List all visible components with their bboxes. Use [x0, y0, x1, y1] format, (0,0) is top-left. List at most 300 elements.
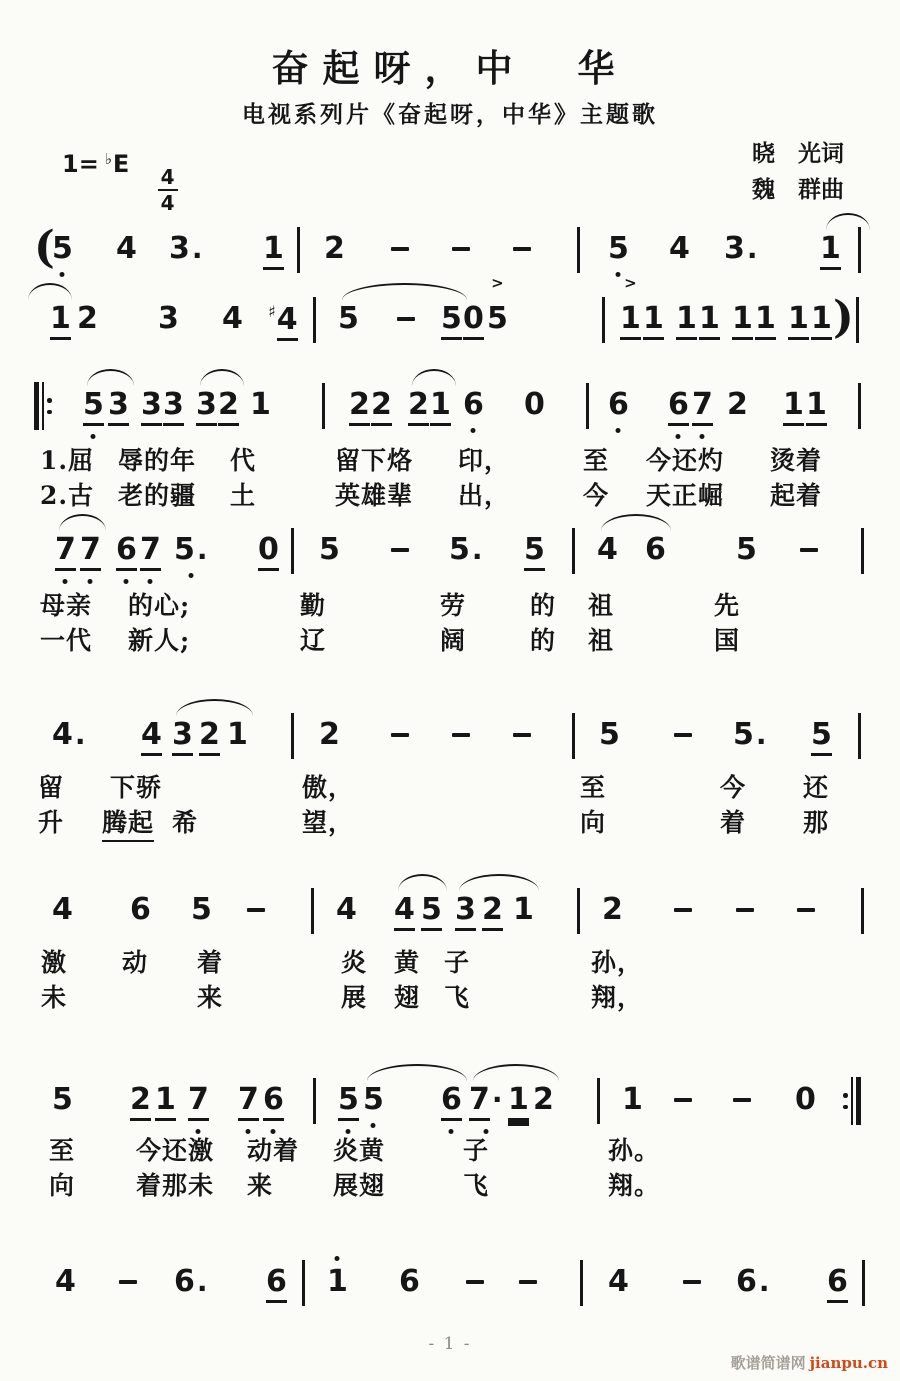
- note-digit: 3: [455, 893, 476, 931]
- duration-dash: [391, 733, 409, 737]
- low-octave-dot: [63, 579, 68, 584]
- augmentation-dot: .: [758, 1265, 770, 1298]
- lyric-segment-v2: 祖: [588, 626, 615, 655]
- note-digit: 5: [363, 1082, 384, 1117]
- note: [692, 388, 713, 426]
- note: [727, 388, 748, 422]
- note-digit: 5: [608, 231, 629, 266]
- note-digit: 1: [820, 232, 841, 270]
- note: [83, 388, 104, 426]
- note: [736, 533, 757, 567]
- barline: [580, 1260, 583, 1306]
- lyric-segment-v1: 炎: [341, 948, 368, 977]
- note: [199, 718, 220, 756]
- note-digit: 2: [533, 1082, 554, 1117]
- barline: [861, 528, 864, 574]
- note-digit: 1: [643, 302, 664, 340]
- duration-dash: [452, 247, 470, 251]
- lyric-segment-v2: 翔，: [591, 983, 644, 1012]
- low-octave-dot: [700, 434, 705, 439]
- note: [608, 1265, 629, 1299]
- low-octave-dot: [188, 573, 193, 578]
- note: [324, 232, 345, 266]
- note: [430, 388, 451, 426]
- time-signature-numerator: 4: [158, 166, 178, 191]
- lyric-segment-v1: 黄: [394, 948, 421, 977]
- note-digit: 5: [191, 892, 212, 927]
- note-digit: 1: [699, 302, 720, 340]
- note: [732, 302, 753, 340]
- lyric-segment-v1: 至: [583, 446, 610, 475]
- note: [227, 718, 248, 752]
- music-line-3: [0, 388, 900, 428]
- lyric-segment-v1: 留: [38, 773, 65, 802]
- barline: [858, 383, 861, 429]
- note-digit: 7: [55, 533, 76, 571]
- note: [50, 302, 71, 340]
- note: [55, 1265, 76, 1299]
- note-digit: 1: [620, 302, 641, 340]
- rest-note: [258, 533, 279, 571]
- note-digit: 6: [645, 532, 666, 567]
- note-digit: 3: [169, 231, 190, 266]
- lyric-segment-v2: 向: [49, 1171, 76, 1200]
- note: [238, 1083, 259, 1121]
- flat-accidental-icon: ♭: [104, 150, 112, 168]
- note-digit: 5: [449, 532, 470, 567]
- key-letter: E: [112, 150, 130, 178]
- repeat-dots: [47, 398, 52, 414]
- duration-dash: [397, 317, 415, 321]
- note: [80, 533, 101, 571]
- note-digit: 4: [608, 1264, 629, 1299]
- duration-dash: [683, 1280, 701, 1284]
- phrase-parenthesis: (: [34, 222, 55, 273]
- note-digit: 6: [668, 388, 689, 426]
- rest-note: [795, 1083, 816, 1117]
- note-digit: 7: [692, 388, 713, 426]
- slur-arc: [176, 699, 253, 716]
- note-digit: 6: [266, 1265, 287, 1303]
- sharp-icon: ♯: [268, 302, 276, 321]
- duration-dash: [452, 733, 470, 737]
- note-digit: 1: [755, 302, 776, 340]
- watermark-site-url[interactable]: jianpu.cn: [809, 1354, 888, 1372]
- slur-arc: [87, 369, 134, 386]
- lyric-segment-v2: 那: [803, 808, 830, 837]
- note: [668, 388, 689, 426]
- note-digit: 2: [199, 718, 220, 756]
- lyric-segment-v1: 母亲: [40, 591, 93, 620]
- note: [327, 1265, 348, 1299]
- note: [724, 232, 758, 266]
- note-digit: 2: [349, 388, 370, 426]
- note-digit: 1: [250, 387, 271, 422]
- duration-dash: [733, 1098, 751, 1102]
- note: [263, 232, 284, 270]
- rest-note: [463, 302, 484, 340]
- lyric-segment-v2: 未: [41, 983, 68, 1012]
- note-digit: 6: [608, 387, 629, 422]
- note: [699, 302, 720, 340]
- music-line-6: [0, 893, 900, 933]
- lyric-segment-v2: 着那未: [136, 1171, 215, 1200]
- lyric-segment-v1: 勤: [300, 591, 327, 620]
- note: [469, 1083, 503, 1121]
- note: [441, 1083, 462, 1121]
- note: [250, 388, 271, 422]
- note-digit: 4: [669, 231, 690, 266]
- note-digit: 6: [441, 1083, 462, 1121]
- note: [524, 533, 545, 571]
- note-digit: 1: [783, 388, 804, 426]
- note: [508, 1083, 529, 1121]
- note-digit: 1: [732, 302, 753, 340]
- note: [755, 302, 776, 340]
- song-subtitle: 电视系列片《奋起呀，中华》主题歌: [242, 101, 658, 128]
- note: [268, 302, 298, 341]
- lyric-segment-v1: 着: [197, 948, 224, 977]
- note-digit: 6: [174, 1264, 195, 1299]
- note-digit: 0: [258, 533, 279, 571]
- note-digit: 2: [130, 1083, 151, 1121]
- lyric-segment-v2: 向: [580, 808, 607, 837]
- note-digit: 7: [140, 533, 161, 571]
- note-digit: 4: [52, 892, 73, 927]
- repeat-bar: [34, 382, 39, 430]
- low-octave-dot: [124, 579, 129, 584]
- repeat-bar: [856, 1077, 861, 1125]
- note-digit: 4: [336, 892, 357, 927]
- note: [371, 388, 392, 426]
- note-digit: 7: [188, 1083, 209, 1121]
- note-digit: 1: [263, 232, 284, 270]
- low-octave-dot: [471, 428, 476, 433]
- note-digit: 4: [55, 1264, 76, 1299]
- low-octave-dot: [91, 434, 96, 439]
- note-digit: 5: [736, 532, 757, 567]
- duration-dash: [247, 908, 265, 912]
- phrase-parenthesis: ): [833, 292, 854, 343]
- lyric-segment-v2: 展: [341, 983, 368, 1012]
- note: [191, 893, 212, 927]
- note-digit: 1: [430, 388, 451, 426]
- low-octave-dot: [449, 1129, 454, 1134]
- note-digit: 7: [80, 533, 101, 571]
- lyric-segment-v1: 先: [714, 591, 741, 620]
- repeat-close-sign: [843, 1077, 861, 1125]
- note: [463, 388, 484, 422]
- note-digit: 5: [441, 302, 462, 340]
- note-digit: 4: [222, 301, 243, 336]
- note: [827, 1265, 848, 1303]
- lyric-segment-v2: 腾起: [102, 803, 154, 842]
- note-digit: 4: [141, 718, 162, 756]
- note-digit: 2: [482, 893, 503, 931]
- note: [811, 718, 832, 756]
- slur-arc: [342, 283, 467, 300]
- lyric-segment-v1: 炎黄: [333, 1136, 386, 1165]
- note: [116, 533, 137, 571]
- note-digit: 2: [324, 231, 345, 266]
- augmentation-dot: .: [755, 718, 767, 751]
- duration-dash: [519, 1280, 537, 1284]
- note-digit: 1: [155, 1083, 176, 1121]
- page-number: - 1 -: [428, 1334, 472, 1354]
- barline: [291, 713, 294, 759]
- lyric-segment-v1: 还: [803, 773, 830, 802]
- augmentation-dot: .: [196, 533, 208, 566]
- note: [174, 1265, 208, 1299]
- note: [349, 388, 370, 426]
- note-digit: 5: [52, 231, 73, 266]
- barline: [577, 888, 580, 934]
- note: [52, 718, 86, 752]
- note: [820, 232, 841, 270]
- lyric-segment-v1: 的: [530, 591, 557, 620]
- note-digit: 5: [599, 717, 620, 752]
- repeat-bar: [851, 1077, 853, 1125]
- lyric-segment-v2: 翅: [394, 983, 421, 1012]
- lyric-segment-v2: 天正崛: [646, 481, 725, 510]
- note: [108, 388, 129, 426]
- lyric-segment-v2: 来: [247, 1171, 274, 1200]
- key-prefix: 1=: [62, 150, 99, 178]
- slur-arc: [473, 1064, 559, 1081]
- note: [141, 388, 162, 426]
- song-title: 奋起呀，中 华: [271, 46, 629, 90]
- lyric-segment-v2: 出，: [458, 481, 511, 510]
- note-digit: 1: [50, 302, 71, 340]
- duration-dash: [674, 1098, 692, 1102]
- duration-dash: [674, 733, 692, 737]
- note-digit: 5: [83, 388, 104, 426]
- barline: [856, 297, 859, 343]
- lyric-segment-v1: 孙，: [591, 948, 644, 977]
- note: [172, 718, 193, 756]
- note: [645, 533, 666, 567]
- lyric-segment-v1: 下骄: [110, 773, 163, 802]
- note: [141, 718, 162, 756]
- note: [218, 388, 239, 426]
- duration-dash: [391, 548, 409, 552]
- lyric-segment-v1: 1.屈: [40, 446, 95, 475]
- duration-dash: [800, 548, 818, 552]
- note: [399, 1265, 420, 1299]
- lyric-segment-v1: 激: [41, 948, 68, 977]
- note-digit: 3: [141, 388, 162, 426]
- note-digit: 0: [524, 387, 545, 422]
- barline: [297, 227, 300, 273]
- barline: [311, 888, 314, 934]
- note: [788, 302, 809, 340]
- music-line-2: [0, 274, 900, 343]
- note: [622, 1083, 643, 1117]
- note: [620, 274, 641, 340]
- note: [449, 533, 483, 567]
- slur-arc: [367, 1064, 467, 1081]
- note-digit: 4: [394, 893, 415, 931]
- note-digit: 4: [277, 303, 298, 341]
- duration-dash: [119, 1280, 137, 1284]
- lyric-segment-v1: 今还灼: [646, 446, 725, 475]
- note-digit: 1: [806, 388, 827, 426]
- note: [394, 893, 415, 931]
- tie-arc-in: [28, 283, 72, 300]
- note-digit: 2: [218, 388, 239, 426]
- note: [455, 893, 476, 931]
- note: [336, 893, 357, 927]
- lyric-segment-v2: 来: [197, 983, 224, 1012]
- barline: [313, 1078, 316, 1124]
- note: [408, 388, 429, 426]
- note: [338, 302, 359, 336]
- barline: [302, 1260, 305, 1306]
- note-digit: 6: [116, 533, 137, 571]
- slur-arc: [59, 514, 106, 531]
- note: [140, 533, 161, 571]
- music-line-4: [0, 533, 900, 573]
- note: [52, 893, 73, 927]
- note: [602, 893, 623, 927]
- note-digit: 6: [827, 1265, 848, 1303]
- high-octave-dot: [335, 1256, 340, 1261]
- note: [608, 388, 629, 422]
- music-line-5: [0, 718, 900, 758]
- barline: [861, 888, 864, 934]
- lyric-segment-v2: 一代: [40, 626, 93, 655]
- lyric-segment-v1: 烫着: [770, 446, 823, 475]
- note-digit: 4: [597, 532, 618, 567]
- lyric-segment-v2: 希: [172, 808, 199, 837]
- low-octave-dot: [88, 579, 93, 584]
- lyric-segment-v2: 2.古: [40, 481, 95, 510]
- barline: [313, 297, 316, 343]
- note: [55, 533, 76, 571]
- note: [643, 302, 664, 340]
- note-digit: 1: [513, 892, 534, 927]
- note-digit: 2: [602, 892, 623, 927]
- lyric-segment-v1: 子: [463, 1136, 490, 1165]
- lyric-segment-v1: 代: [230, 446, 257, 475]
- note-digit: 2: [319, 717, 340, 752]
- note: [513, 893, 534, 927]
- lyric-segment-v1: 的心;: [128, 591, 191, 620]
- barline: [586, 383, 589, 429]
- note: [319, 533, 340, 567]
- low-octave-dot: [616, 272, 621, 277]
- note: [52, 232, 73, 266]
- note: [363, 1083, 384, 1117]
- note-digit: 5: [338, 301, 359, 336]
- note-digit: 5: [733, 717, 754, 752]
- note-digit: 4: [116, 231, 137, 266]
- note-digit: 5: [319, 532, 340, 567]
- note-digit: 3: [724, 231, 745, 266]
- lyric-segment-v2: 起着: [770, 481, 823, 510]
- augmentation-dot: .: [746, 232, 758, 265]
- accent-mark: >: [491, 274, 504, 292]
- note-digit: 7: [469, 1083, 490, 1121]
- lyric-segment-v2: 的: [530, 626, 557, 655]
- slur-arc: [459, 874, 539, 891]
- lyricist-credit: 晓 光词: [752, 140, 844, 167]
- barline: [322, 383, 325, 429]
- lyric-segment-v2: 展翅: [333, 1171, 386, 1200]
- lyric-segment-v1: 孙。: [608, 1136, 661, 1165]
- note-digit: 1: [622, 1082, 643, 1117]
- note-digit: 1: [676, 302, 697, 340]
- note-digit: 1: [508, 1083, 529, 1121]
- note-digit: 1: [327, 1264, 348, 1299]
- note: [169, 232, 203, 266]
- note-digit: 5: [811, 718, 832, 756]
- tie-arc-out: [826, 213, 870, 230]
- note-digit: 2: [408, 388, 429, 426]
- lyric-segment-v1: 印，: [458, 446, 511, 475]
- note: [319, 718, 340, 752]
- lyric-segment-v1: 今还激: [136, 1136, 215, 1165]
- note-digit: 4: [52, 717, 73, 752]
- repeat-dots: [843, 1093, 848, 1109]
- note: [196, 388, 217, 426]
- note-digit: 1: [811, 302, 832, 340]
- barline: [597, 1078, 600, 1124]
- duration-dash: [466, 1280, 484, 1284]
- note-digit: 5: [338, 1083, 359, 1121]
- note-digit: 3: [196, 388, 217, 426]
- note-digit: 3: [108, 388, 129, 426]
- low-octave-dot: [616, 428, 621, 433]
- lyric-segment-v1: 动着: [247, 1136, 300, 1165]
- low-octave-dot: [676, 434, 681, 439]
- lyric-segment-v2: 飞: [463, 1171, 490, 1200]
- note: [263, 1083, 284, 1121]
- barline: [602, 297, 605, 343]
- note: [676, 302, 697, 340]
- note: [266, 1265, 287, 1303]
- note-digit: 3: [158, 301, 179, 336]
- augmentation-dot: .: [471, 533, 483, 566]
- watermark: [731, 1352, 888, 1373]
- music-line-7: [0, 1083, 900, 1123]
- note: [669, 232, 690, 266]
- barline: [572, 528, 575, 574]
- duration-dash: [736, 908, 754, 912]
- barline: [291, 528, 294, 574]
- lyric-segment-v2: 着: [720, 808, 747, 837]
- lyric-segment-v2: 翔。: [608, 1171, 661, 1200]
- lyric-segment-v2: 阔: [440, 626, 467, 655]
- note: [116, 232, 137, 266]
- note-digit: 6: [463, 387, 484, 422]
- note: [533, 1083, 554, 1117]
- watermark-site-name: 歌谱简谱网: [730, 1354, 806, 1372]
- time-signature-denominator: 4: [160, 191, 175, 215]
- lyric-segment-v2: 辽: [300, 626, 327, 655]
- note-digit: 5: [52, 1082, 73, 1117]
- note-digit: 1: [788, 302, 809, 340]
- repeat-bar: [42, 382, 44, 430]
- lyric-segment-v2: 今: [583, 481, 610, 510]
- note-digit: 0: [463, 302, 484, 340]
- duration-dash: [797, 908, 815, 912]
- note-digit: 0: [795, 1082, 816, 1117]
- note-digit: 3: [163, 388, 184, 426]
- note-digit: 5: [174, 532, 195, 567]
- note-digit: 6: [736, 1264, 757, 1299]
- note: [188, 1083, 209, 1121]
